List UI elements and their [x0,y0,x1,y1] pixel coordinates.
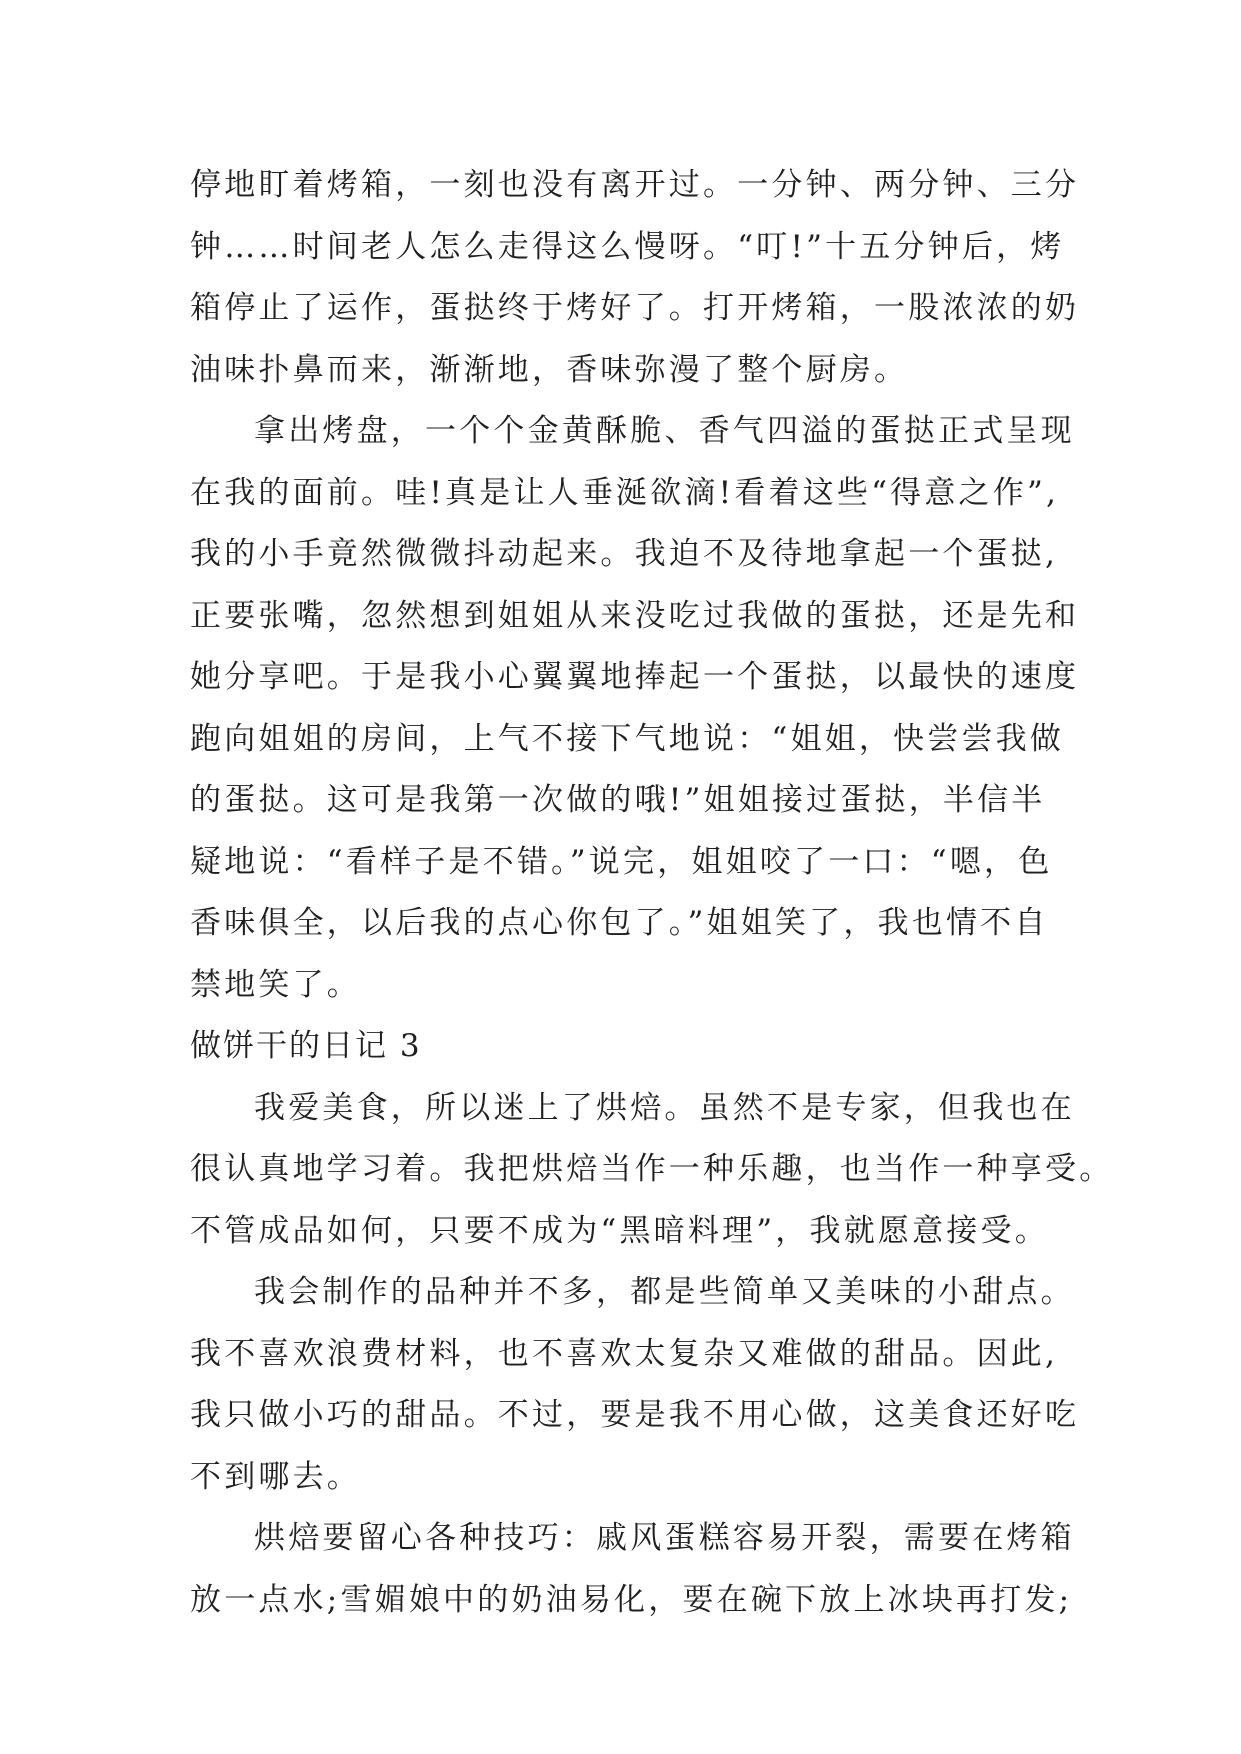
text-line: 箱停止了运作，蛋挞终于烤好了。打开烤箱，一股浓浓的奶 [190,290,1080,326]
text-line: 的蛋挞。这可是我第一次做的哦!”姐姐接过蛋挞，半信半 [190,782,1046,818]
text-line: 正要张嘴，忽然想到姐姐从来没吃过我做的蛋挞，还是先和 [190,597,1080,634]
document-body [190,155,1114,1631]
text-line: 在我的面前。哇!真是让人垂涎欲滴!看着这些“得意之作”, [190,474,1060,511]
text-line: 香味俱全，以后我的点心你包了。”姐姐笑了，我也情不自 [190,905,1049,941]
text-line: 她分享吧。于是我小心翼翼地捧起一个蛋挞，以最快的速度 [190,659,1080,695]
text-line: 很认真地学习着。我把烘焙当作一种乐趣，也当作一种享受。 [190,1151,1114,1187]
text-line: 疑地说：“看样子是不错。”说完，姐姐咬了一口：“嗯，色 [190,843,1053,880]
text-line: 我只做小巧的甜品。不过，要是我不用心做，这美食还好吃 [190,1397,1080,1433]
text-line: 油味扑鼻而来，渐渐地，香味弥漫了整个厨房。 [190,351,909,388]
text-line: 停地盯着烤箱，一刻也没有离开过。一分钟、两分钟、三分 [190,167,1080,203]
text-line: 放一点水;雪媚娘中的奶油易化，要在碗下放上冰块再打发; [190,1581,1073,1618]
text-line: 烘焙要留心各种技巧：戚风蛋糕容易开裂，需要在烤箱 [254,1520,1075,1556]
text-line: 我会制作的品种并不多，都是些简单又美味的小甜点。 [254,1274,1075,1310]
text-line: 我爱美食，所以迷上了烘焙。虽然不是专家，但我也在 [254,1089,1075,1126]
text-line: 我不喜欢浪费材料，也不喜欢太复杂又难做的甜品。因此, [190,1335,1059,1372]
text-line: 不管成品如何，只要不成为“黑暗料理”，我就愿意接受。 [190,1212,1049,1249]
text-line: 我的小手竟然微微抖动起来。我迫不及待地拿起一个蛋挞, [190,536,1059,572]
text-line: 跑向姐姐的房间，上气不接下气地说：“姐姐，快尝尝我做 [190,720,1065,757]
text-line: 禁地笑了。 [190,966,361,1003]
text-line: 钟……时间老人怎么走得这么慢呀。“叮!”十五分钟后，烤 [190,228,1065,265]
text-line: 拿出烤盘，一个个金黄酥脆、香气四溢的蛋挞正式呈现 [254,413,1075,449]
section-heading: 做饼干的日记 3 [190,1028,422,1064]
text-line: 不到哪去。 [190,1458,361,1495]
